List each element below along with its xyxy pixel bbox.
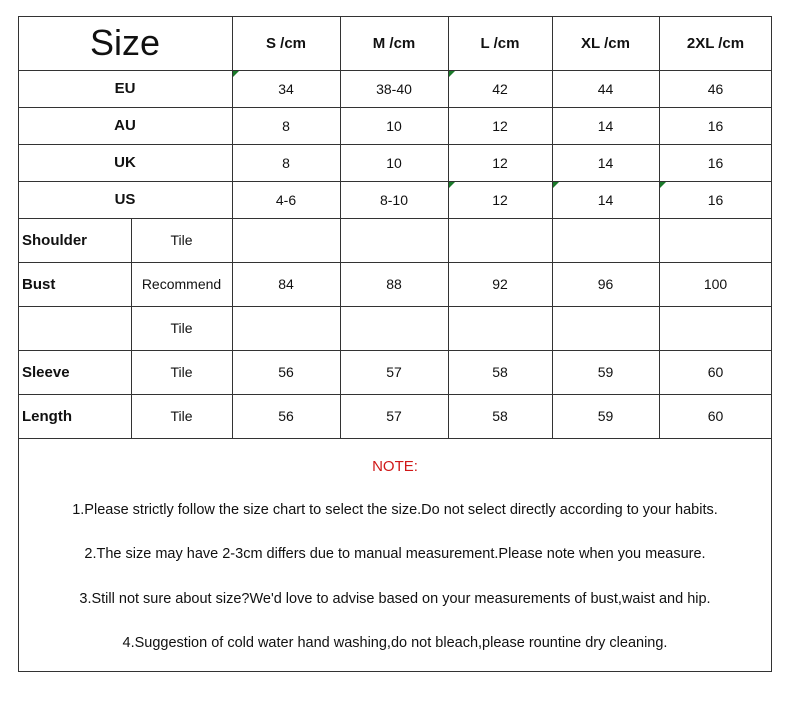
cell-corner-marker — [553, 182, 559, 188]
measure-value — [448, 218, 552, 262]
size-value: 38-40 — [376, 80, 412, 97]
size-value: 16 — [707, 154, 724, 171]
measure-value: 56 — [278, 408, 294, 424]
column-header: XL /cm — [581, 34, 630, 52]
measure-method: Recommend — [141, 276, 222, 292]
measure-method: Tile — [170, 364, 193, 380]
size-value: 4-6 — [275, 191, 297, 208]
measure-value: 60 — [707, 364, 724, 380]
measure-value: 96 — [597, 276, 614, 292]
cell-corner-marker — [233, 71, 239, 77]
measure-value — [232, 218, 340, 262]
measure-value — [448, 306, 552, 350]
measure-value: 56 — [278, 364, 294, 380]
size-value: 14 — [597, 117, 614, 134]
measure-value: 84 — [278, 276, 294, 292]
measure-value: 92 — [492, 276, 508, 292]
size-value: 12 — [492, 191, 508, 208]
size-value: 42 — [492, 80, 508, 97]
size-value: 44 — [597, 80, 614, 97]
measure-value — [340, 218, 448, 262]
row-divider — [18, 438, 772, 439]
measure-label: Shoulder — [22, 231, 88, 249]
size-value: 10 — [386, 154, 402, 171]
size-chart-sheet — [18, 16, 772, 672]
measure-value — [552, 306, 659, 350]
region-label: UK — [114, 154, 136, 171]
measure-value — [340, 306, 448, 350]
measure-value: 100 — [703, 276, 728, 292]
measure-value — [232, 306, 340, 350]
size-value: 16 — [707, 117, 724, 134]
measure-value — [659, 218, 772, 262]
size-value: 34 — [278, 80, 294, 97]
size-value: 14 — [597, 191, 614, 208]
measure-method: Tile — [170, 320, 193, 336]
column-header: 2XL /cm — [686, 34, 745, 52]
measure-method: Tile — [170, 408, 193, 424]
measure-value — [659, 306, 772, 350]
size-value: 46 — [707, 80, 724, 97]
measure-value: 59 — [597, 408, 614, 424]
cell-corner-marker — [449, 182, 455, 188]
size-value: 8 — [282, 117, 290, 134]
size-value: 12 — [492, 117, 508, 134]
table-border-bottom — [18, 671, 772, 672]
measure-value: 58 — [492, 408, 508, 424]
measure-label: Sleeve — [22, 363, 70, 381]
measure-label — [18, 306, 131, 350]
measure-value: 57 — [386, 364, 402, 380]
measure-value: 88 — [386, 276, 402, 292]
note-item-3: 3.Still not sure about size?We'd love to advise based on your measurements of bust,waist and hip. — [79, 591, 711, 607]
size-value: 10 — [386, 117, 402, 134]
cell-corner-marker — [449, 71, 455, 77]
note-item-1: 1.Please strictly follow the size chart to select the size.Do not select directly according to your habits. — [72, 502, 718, 518]
measure-label: Bust — [22, 275, 56, 293]
column-header: L /cm — [480, 34, 520, 52]
size-value: 16 — [707, 191, 724, 208]
region-label: EU — [114, 80, 136, 97]
note-title: NOTE: — [372, 458, 418, 475]
region-label: AU — [114, 117, 136, 134]
size-value: 14 — [597, 154, 614, 171]
size-title: Size — [89, 22, 161, 63]
cell-corner-marker — [660, 182, 666, 188]
measure-label: Length — [22, 407, 72, 425]
size-value: 12 — [492, 154, 508, 171]
size-value: 8 — [282, 154, 290, 171]
column-header: M /cm — [372, 34, 416, 52]
measure-value: 59 — [597, 364, 614, 380]
region-label: US — [114, 191, 136, 208]
note-item-2: 2.The size may have 2-3cm differs due to manual measurement.Please note when you measure. — [84, 546, 706, 562]
column-header: S /cm — [265, 34, 307, 52]
measure-value: 58 — [492, 364, 508, 380]
measure-value: 57 — [386, 408, 402, 424]
measure-method: Tile — [170, 232, 193, 248]
measure-value: 60 — [707, 408, 724, 424]
measure-value — [552, 218, 659, 262]
note-item-4: 4.Suggestion of cold water hand washing,do not bleach,please rountine dry cleaning. — [122, 635, 668, 651]
size-value: 8-10 — [379, 191, 409, 208]
